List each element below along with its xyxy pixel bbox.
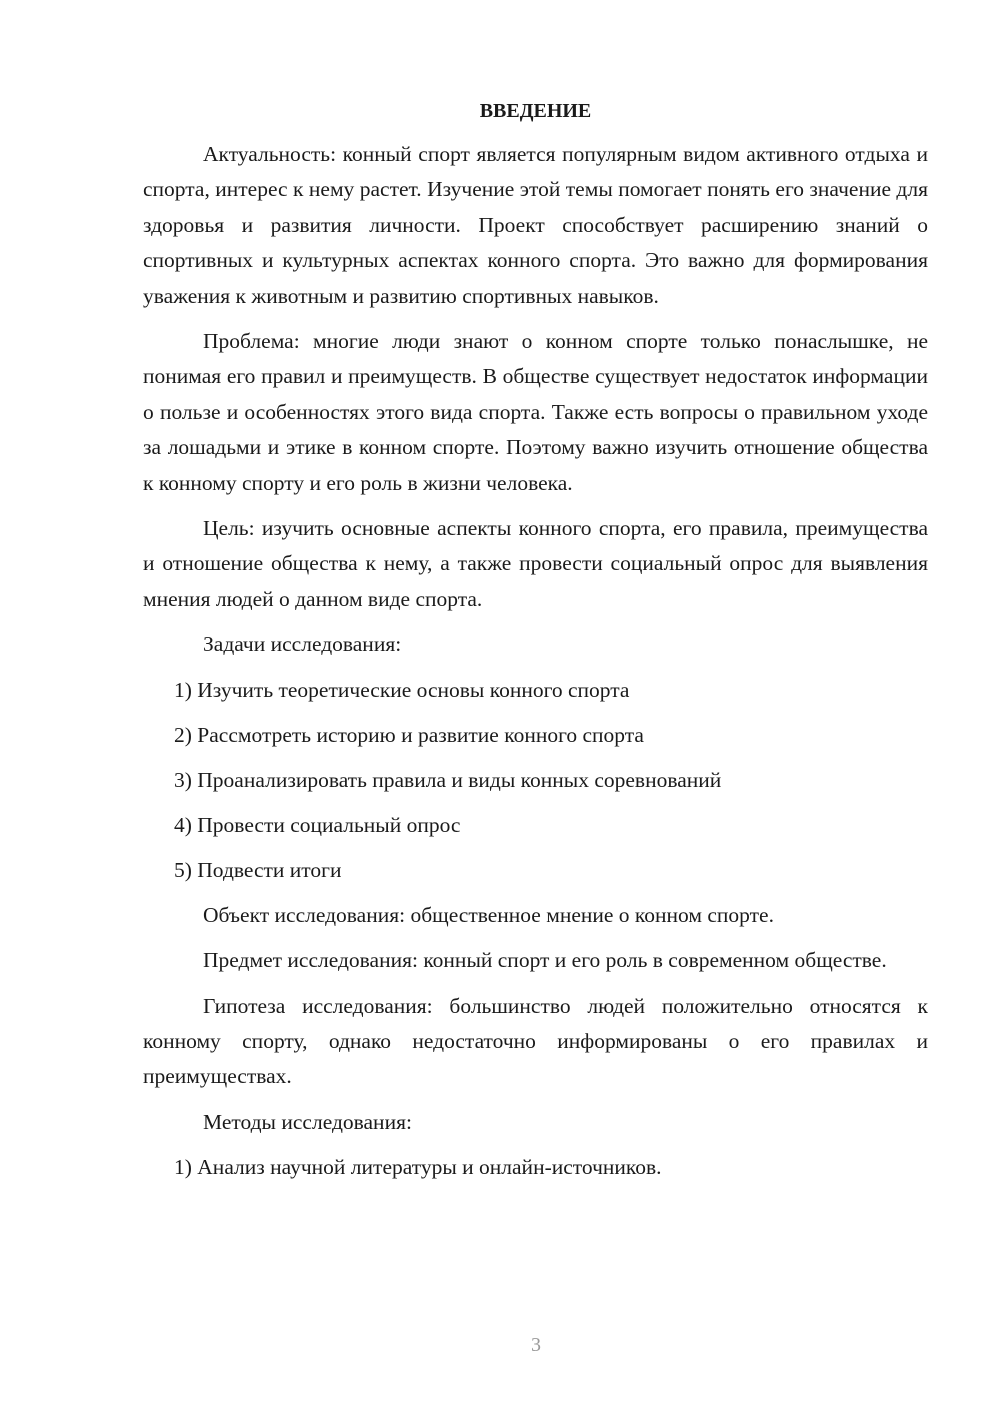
- problem-paragraph: Проблема: многие люди знают о конном спорте только понаслышке, не понимая его правил и преимуществ. В обществе существует недостаток информации о пользе и особенностях этого вида спорта. Также есть вопросы о правильном уходе за лошадьми и этике в конном спорте. Поэтому важно изучить отношение общества к конному спорту и его роль в жизни человека.: [143, 329, 928, 495]
- goal-paragraph: Цель: изучить основные аспекты конного спорта, его правила, преимущества и отношение общества к нему, а также провести социальный опрос для выявления мнения людей о данном виде спорта.: [143, 516, 928, 611]
- hypothesis-paragraph: Гипотеза исследования: большинство людей положительно относятся к конному спорту, однако недостаточно информированы о его правилах и преимуществах.: [143, 993, 928, 1089]
- relevance-paragraph: Актуальность: конный спорт является популярным видом активного отдыха и спорта, интерес к нему растет. Изучение этой темы помогает понять его значение для здоровья и развития личности. Проект способствует расширению знаний о спортивных и культурных аспектах конного спорта. Это важно для формирования уважения к животным и развитию спортивных навыков.: [143, 142, 928, 308]
- tasks-heading: Задачи исследования:: [203, 632, 402, 657]
- section-title: ВВЕДЕНИЕ: [479, 100, 592, 122]
- object-paragraph: Объект исследования: общественное мнение о конном спорте.: [203, 902, 774, 927]
- subject-paragraph: Предмет исследования: конный спорт и его роль в современном обществе.: [203, 948, 887, 973]
- methods-list: [143, 1150, 928, 1185]
- list-item: 3) Проанализировать правила и виды конных соревнований: [174, 767, 722, 792]
- page-content: [143, 97, 928, 1195]
- list-item: 2) Рассмотреть историю и развитие конного спорта: [174, 722, 644, 747]
- list-item: 1) Анализ научной литературы и онлайн-источников.: [174, 1155, 662, 1180]
- tasks-list: [143, 673, 928, 888]
- methods-heading: Методы исследования:: [203, 1109, 412, 1134]
- list-item: 4) Провести социальный опрос: [174, 812, 461, 837]
- list-item: 5) Подвести итоги: [174, 857, 342, 882]
- list-item: 1) Изучить теоретические основы конного спорта: [174, 677, 630, 702]
- page-number: 3: [531, 1334, 541, 1356]
